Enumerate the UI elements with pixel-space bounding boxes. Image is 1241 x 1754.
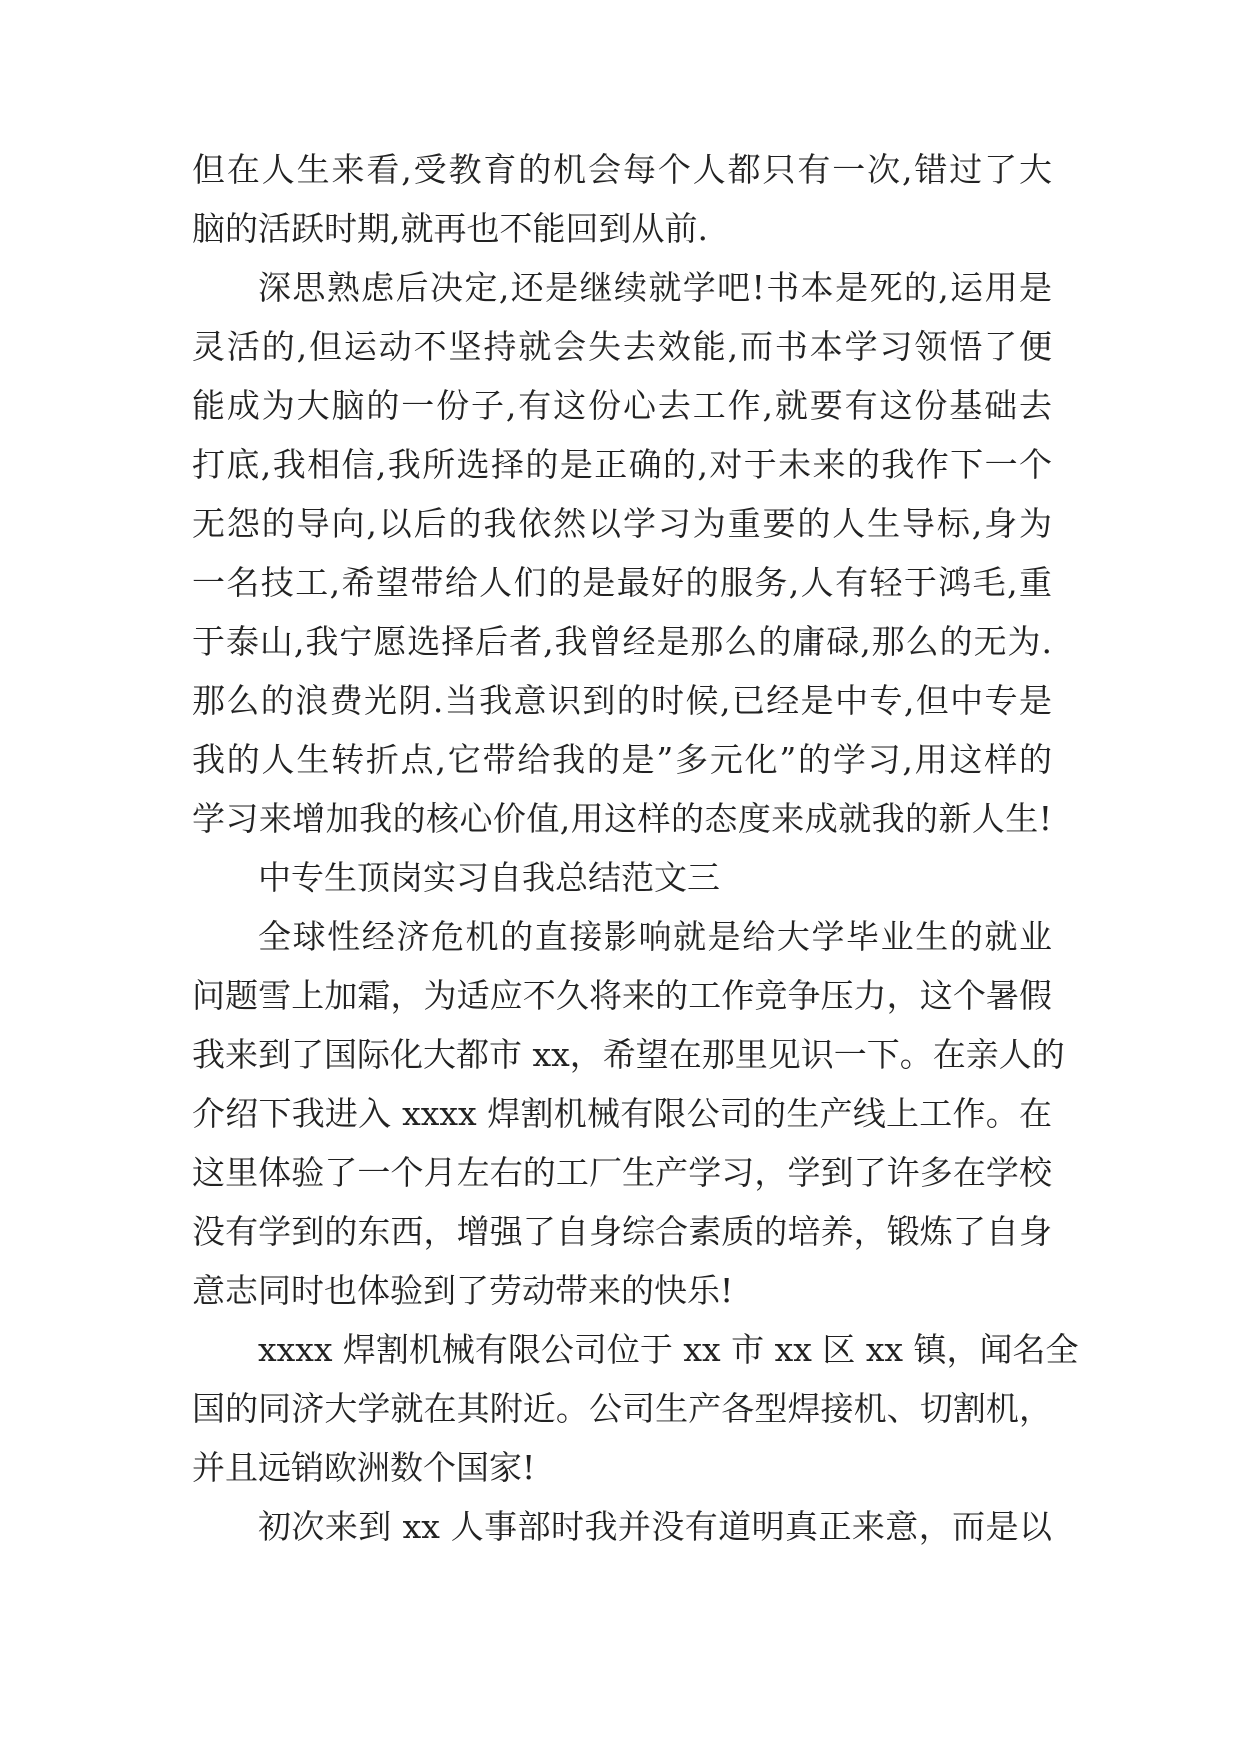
text-line: 深思熟虑后决定,还是继续就学吧!书本是死的,运用是 xyxy=(258,268,1052,307)
text-line: 我的人生转折点,它带给我的是”多元化”的学习,用这样的 xyxy=(192,740,1052,779)
paragraph xyxy=(192,1497,1052,1556)
paragraph xyxy=(192,907,1065,1320)
paragraph xyxy=(192,140,1052,258)
text-line: 国的同济大学就在其附近。公司生产各型焊接机、切割机， xyxy=(192,1389,1052,1428)
text-line: 但在人生来看,受教育的机会每个人都只有一次,错过了大 xyxy=(192,150,1052,189)
text-line: 意志同时也体验到了劳动带来的快乐! xyxy=(192,1271,734,1310)
text-line: 并且远销欧洲数个国家! xyxy=(192,1448,536,1487)
text-line: 学习来增加我的核心价值,用这样的态度来成就我的新人生! xyxy=(192,799,1052,838)
text-line: 介绍下我进入 xxxx 焊割机械有限公司的生产线上工作。在 xyxy=(192,1094,1052,1133)
text-line: 能成为大脑的一份子,有这份心去工作,就要有这份基础去 xyxy=(192,386,1052,425)
text-line: 没有学到的东西，增强了自身综合素质的培养，锻炼了自身 xyxy=(192,1212,1052,1251)
text-line: 无怨的导向,以后的我依然以学习为重要的人生导标,身为 xyxy=(192,504,1052,543)
text-line: 初次来到 xx 人事部时我并没有道明真正来意，而是以 xyxy=(258,1507,1052,1546)
document-body xyxy=(192,140,1079,1556)
text-line: 于泰山,我宁愿选择后者,我曾经是那么的庸碌,那么的无为. xyxy=(192,622,1052,661)
text-line: 这里体验了一个月左右的工厂生产学习，学到了许多在学校 xyxy=(192,1153,1052,1192)
section-heading xyxy=(192,848,1052,907)
paragraph xyxy=(192,258,1052,848)
text-line: 灵活的,但运动不坚持就会失去效能,而书本学习领悟了便 xyxy=(192,327,1052,366)
text-line: 一名技工,希望带给人们的是最好的服务,人有轻于鸿毛,重 xyxy=(192,563,1052,602)
text-line: 我来到了国际化大都市 xx，希望在那里见识一下。在亲人的 xyxy=(192,1035,1065,1074)
text-line: xxxx 焊割机械有限公司位于 xx 市 xx 区 xx 镇，闻名全 xyxy=(258,1330,1079,1369)
paragraph xyxy=(192,1320,1079,1497)
text-line: 问题雪上加霜，为适应不久将来的工作竞争压力，这个暑假 xyxy=(192,976,1052,1015)
text-line: 那么的浪费光阴.当我意识到的时候,已经是中专,但中专是 xyxy=(192,681,1052,720)
section-heading-text: 中专生顶岗实习自我总结范文三 xyxy=(258,858,720,897)
text-line: 脑的活跃时期,就再也不能回到从前. xyxy=(192,209,708,248)
text-line: 全球性经济危机的直接影响就是给大学毕业生的就业 xyxy=(258,917,1052,956)
text-line: 打底,我相信,我所选择的是正确的,对于未来的我作下一个 xyxy=(192,445,1052,484)
